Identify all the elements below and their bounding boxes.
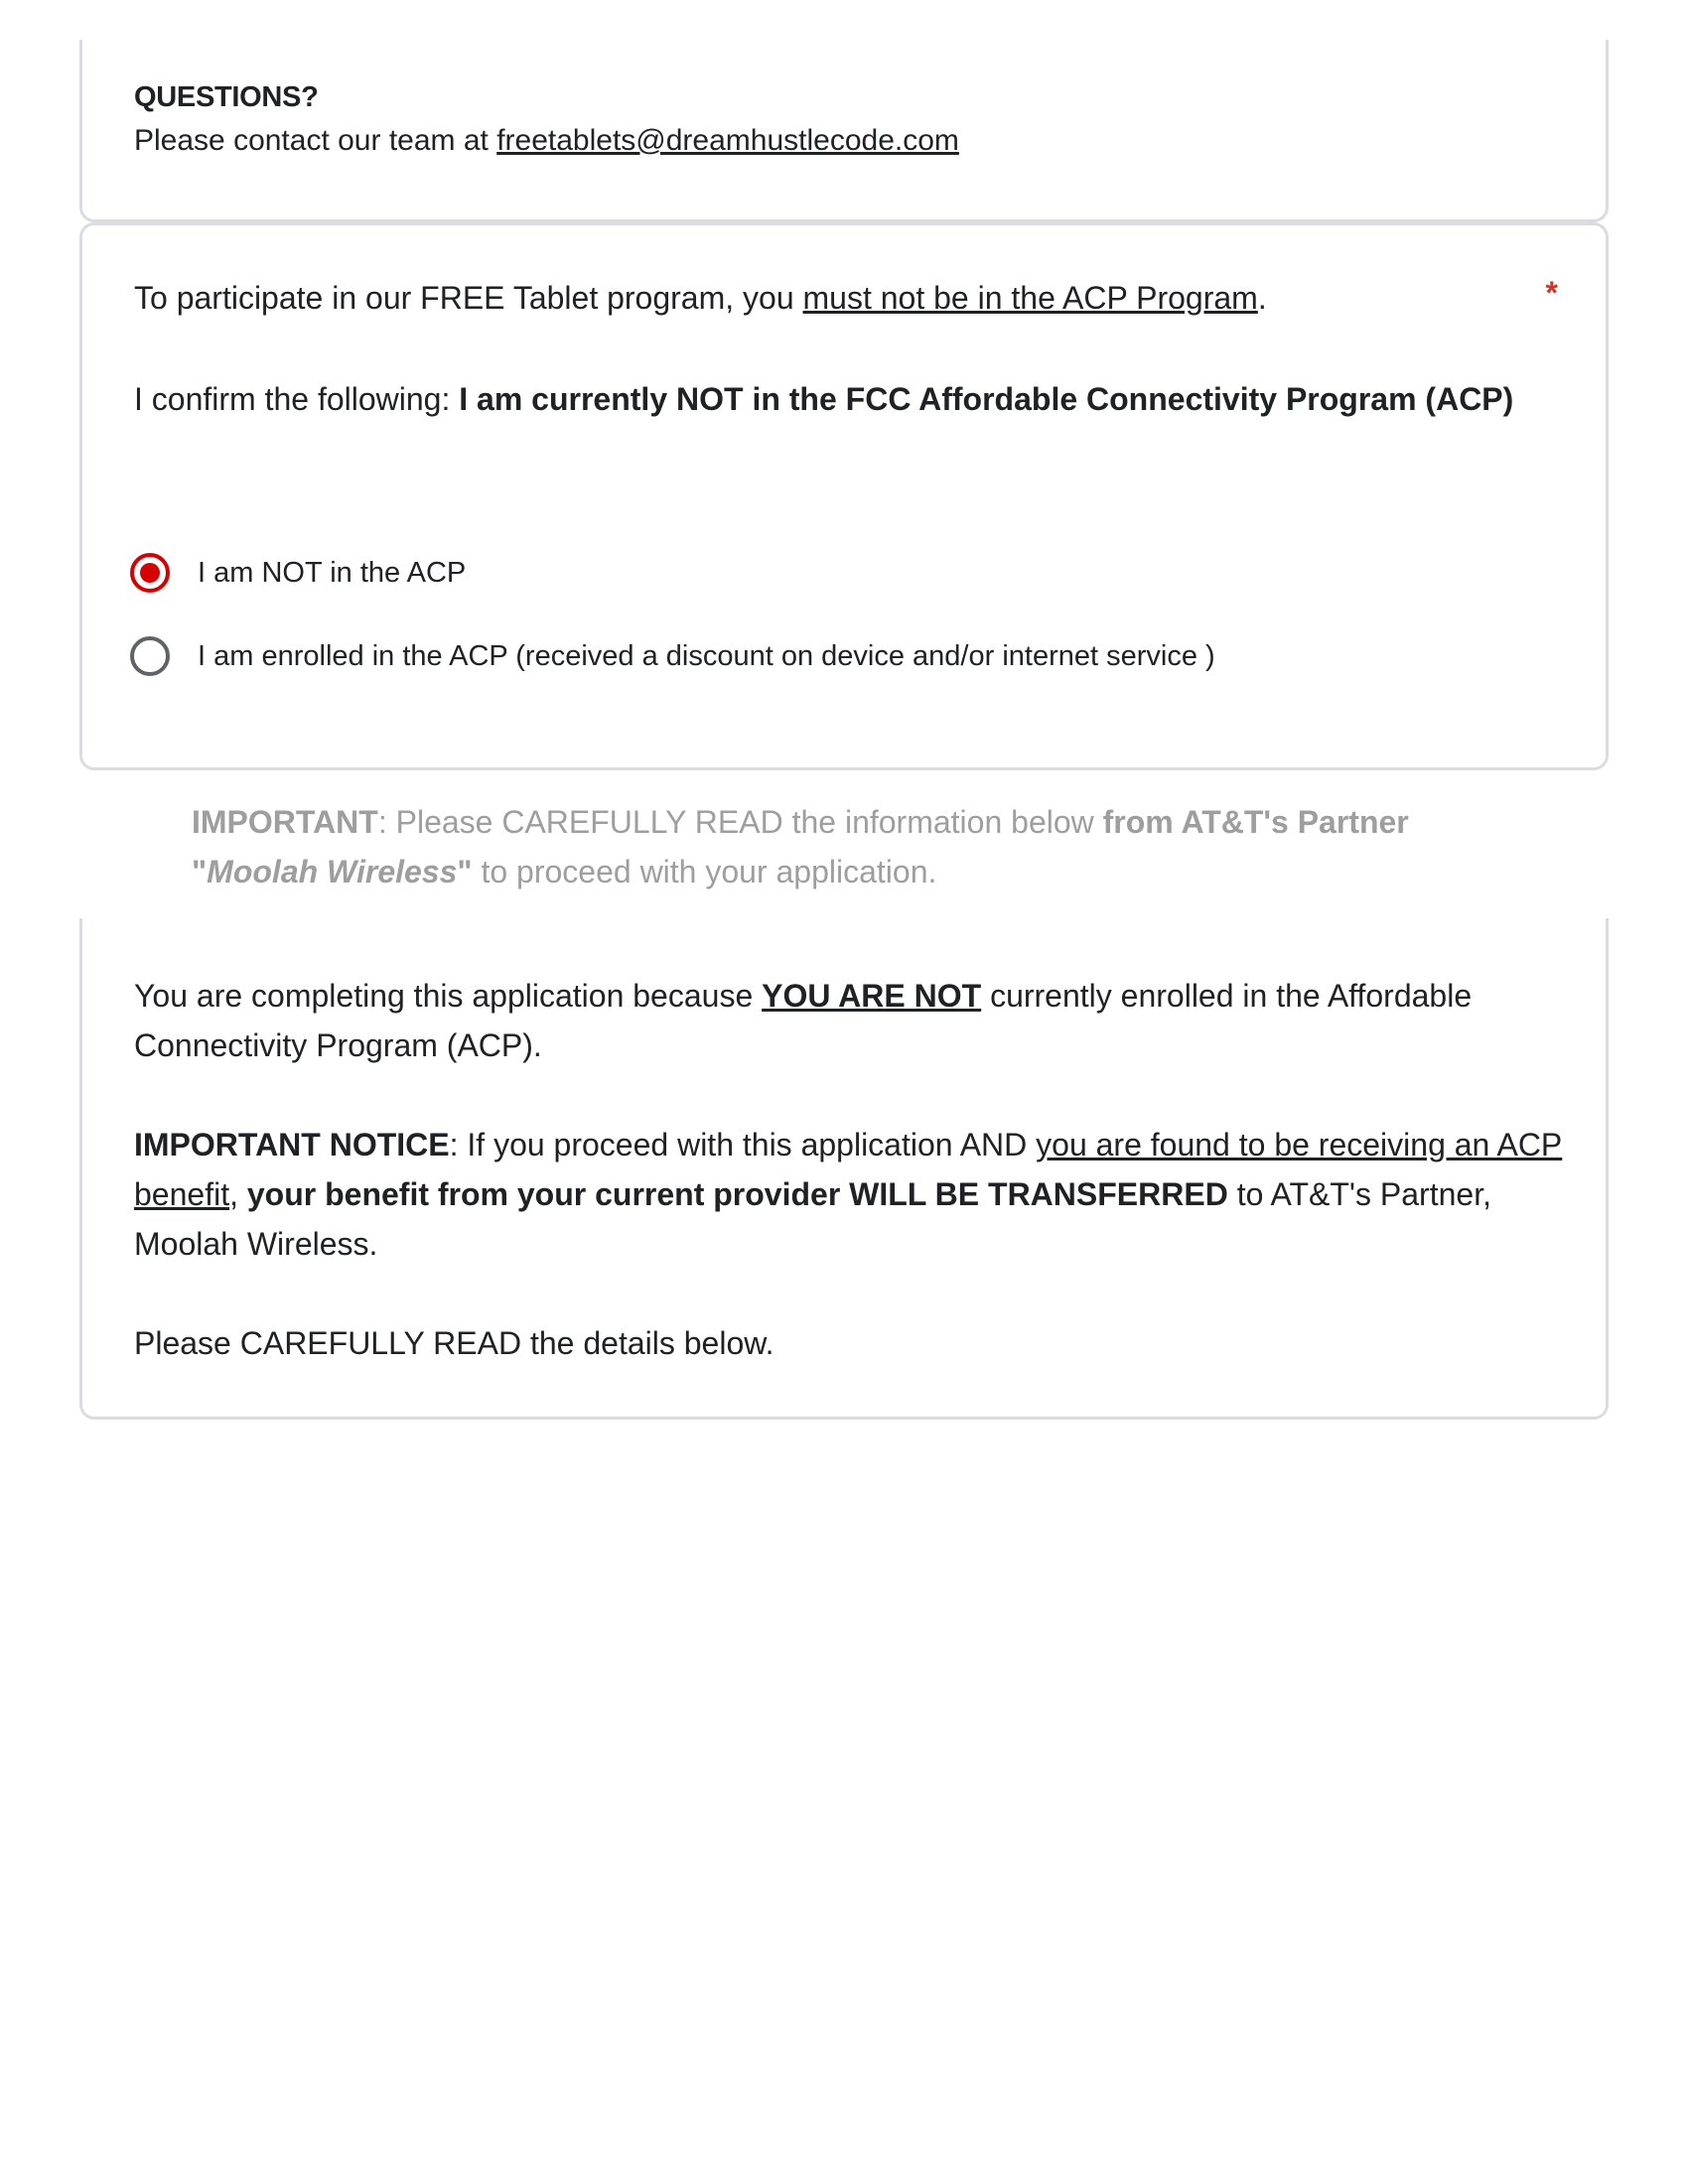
questions-card <box>79 40 1609 222</box>
notice-p2-text1: : If you proceed with this application AND <box>449 1127 1037 1162</box>
contact-email-link[interactable]: freetablets@dreamhustlecode.com <box>496 124 959 157</box>
acp-confirm-text <box>134 374 1544 424</box>
acp-intro-underlined: must not be in the ACP Program <box>802 280 1258 316</box>
acp-intro-text <box>134 280 1267 317</box>
radio-option-not-in-acp[interactable] <box>130 553 466 593</box>
important-bold-partner: from AT&T's Partner <box>1102 804 1409 840</box>
acp-intro-prefix: To participate in our FREE Tablet program, you <box>134 280 803 316</box>
notice-card <box>79 918 1609 1420</box>
radio-button-unchecked[interactable] <box>130 636 170 676</box>
notice-p2-underline: you are found to be receiving an ACP benefit <box>134 1127 1563 1212</box>
radio-option-enrolled-in-acp[interactable] <box>130 636 1215 676</box>
radio-button-checked[interactable] <box>130 553 170 593</box>
important-quote-open: " <box>192 854 208 889</box>
notice-paragraph-1 <box>134 971 1564 1070</box>
notice-p1-prefix: You are completing this application because <box>134 978 763 1014</box>
questions-title: QUESTIONS? <box>134 81 319 113</box>
acp-confirm-prefix: I confirm the following: <box>134 381 460 417</box>
radio-label-enrolled-in-acp: I am enrolled in the ACP (received a discount on device and/or internet service ) <box>198 639 1215 672</box>
important-text2: to proceed with your application. <box>472 854 937 889</box>
contact-prefix: Please contact our team at <box>134 124 497 157</box>
notice-paragraph-2 <box>134 1120 1564 1269</box>
notice-p2-bold: your benefit from your current provider WILL BE TRANSFERRED <box>246 1176 1228 1212</box>
important-banner <box>192 797 1512 896</box>
important-label: IMPORTANT <box>192 804 378 840</box>
important-italic-moolah: Moolah Wireless <box>207 854 458 889</box>
required-asterisk: * <box>1545 275 1558 311</box>
notice-p2-comma: , <box>229 1176 247 1212</box>
notice-p1-bold: YOU ARE NOT <box>762 978 982 1014</box>
notice-p2-label: IMPORTANT NOTICE <box>134 1127 450 1162</box>
notice-p2-text2: to AT&T's Partner, Moolah Wireless. <box>134 1176 1491 1262</box>
notice-p1-suffix: currently enrolled in the Affordable Connectivity Program (ACP). <box>134 978 1473 1063</box>
important-quote-close: " <box>457 854 473 889</box>
contact-line <box>134 124 959 158</box>
radio-label-not-in-acp: I am NOT in the ACP <box>198 556 467 589</box>
acp-confirm-bold: I am currently NOT in the FCC Affordable Connectivity Program (ACP) <box>459 381 1514 417</box>
important-text1: : Please CAREFULLY READ the information below <box>377 804 1103 840</box>
radio-selected-dot <box>140 563 160 583</box>
acp-question-card <box>79 222 1609 770</box>
notice-paragraph-3: Please CAREFULLY READ the details below. <box>134 1325 774 1361</box>
acp-intro-suffix: . <box>1257 280 1267 316</box>
